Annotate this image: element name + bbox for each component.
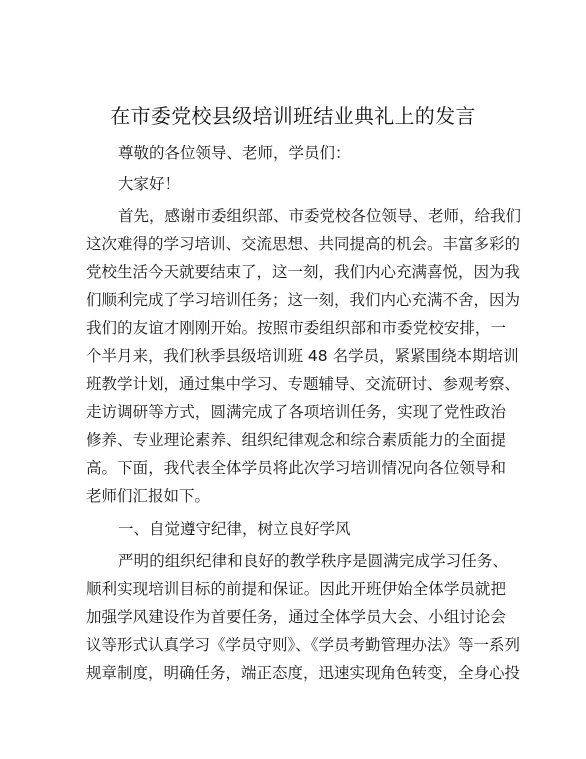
paragraph1-line: 个半月来，我们秋季县级培训班 48 名学员，紧紧围绕本期培训	[86, 347, 519, 365]
paragraph1-line: 党校生活今天就要结束了，这一刻，我们内心充满喜悦，因为我	[86, 263, 521, 281]
paragraph2-line: 议等形式认真学习《学员守则》、《学员考勤管理办法》等一系列	[86, 636, 521, 654]
paragraph1-line: 首先，感谢市委组织部、市委党校各位领导、老师，给我们	[118, 207, 522, 225]
salutation: 尊敬的各位领导、老师，学员们：	[118, 144, 351, 162]
paragraph2-line: 顺利实现培训目标的前提和保证。因此开班伊始全体学员就把	[86, 580, 506, 598]
paragraph2-line: 严明的组织纪律和良好的教学秩序是圆满完成学习任务、	[118, 552, 508, 570]
greeting: 大家好！	[118, 175, 181, 193]
paragraph2-line: 规章制度，明确任务，端正态度，迅速实现角色转变，全身心投	[86, 664, 521, 682]
paragraph1-line: 我们的友谊才刚刚开始。按照市委组织部和市委党校安排，一	[86, 319, 506, 337]
paragraph2-line: 加强学风建设作为首要任务，通过全体学员大会、小组讨论会	[86, 608, 506, 626]
section-heading: 一、自觉遵守纪律，树立良好学风	[118, 520, 351, 538]
paragraph1-line: 修养、专业理论素养、组织纪律观念和综合素质能力的全面提	[86, 431, 506, 449]
paragraph1-line: 走访调研等方式，圆满完成了各项培训任务，实现了党性政治	[86, 403, 506, 421]
paragraph1-line: 这次难得的学习培训、交流思想、共同提高的机会。丰富多彩的	[86, 235, 521, 253]
paragraph1-line: 班教学计划，通过集中学习、专题辅导、交流研讨、参观考察、	[86, 375, 521, 393]
paragraph1-line: 高。下面，我代表全体学员将此次学习培训情况向各位领导和	[86, 459, 506, 477]
paragraph1-line: 老师们汇报如下。	[86, 487, 211, 505]
paragraph1-line: 们顺利完成了学习培训任务；这一刻，我们内心充满不舍，因为	[86, 291, 521, 309]
document-title: 在市委党校县级培训班结业典礼上的发言	[110, 104, 476, 128]
